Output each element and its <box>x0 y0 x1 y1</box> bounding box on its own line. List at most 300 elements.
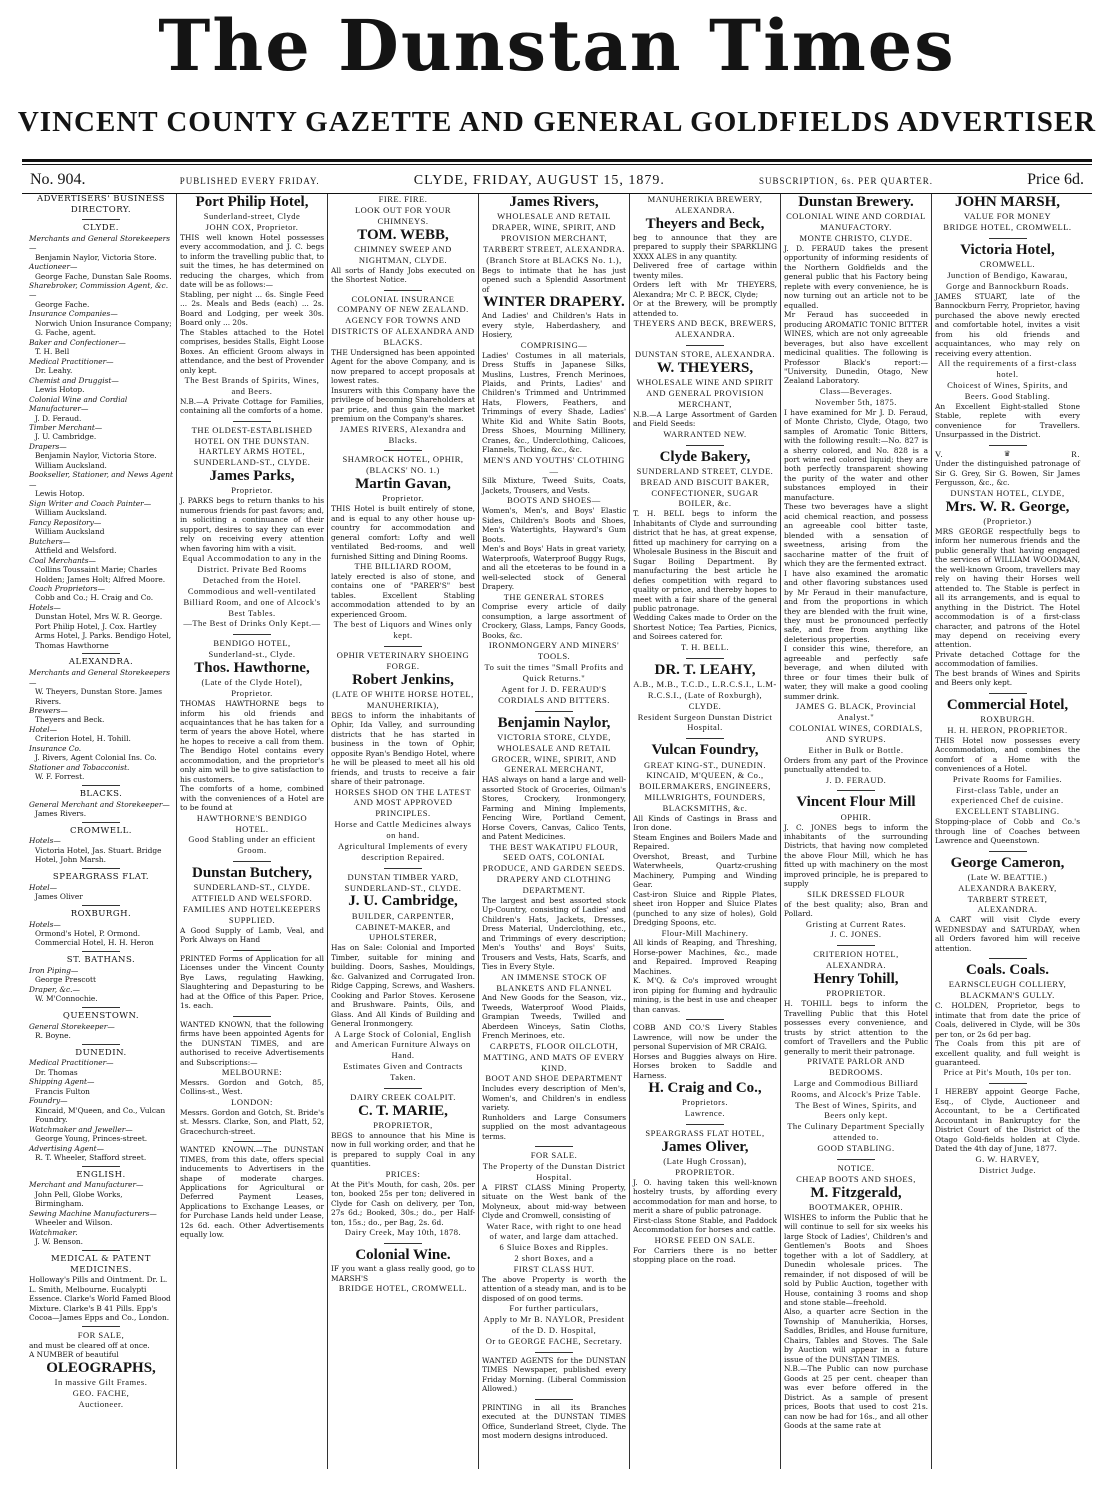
ad-heading: NOTICE. <box>837 1162 875 1173</box>
ad-body: At the Pit's Mouth, for cash, 20s. per ton, booked 25s per ton; delivered in Clyde for Cash on delivery, per Ton, 27s 6d.; Booked, 30s.; do., per Half-ton, 15s.; do., per Bag, 2s. 6d. <box>331 1179 475 1227</box>
ad-james-rivers <box>482 194 626 706</box>
divider <box>686 1124 724 1125</box>
directory-category: Brewers— <box>29 706 68 715</box>
ad-subtitle: CHEAP BOOTS AND SHOES, <box>796 1173 916 1184</box>
ad-body: Comprise every article of daily consumption, a large assortment of Crockery, Glass, Lamps, Fancy Goods, Books, &c. <box>482 602 626 640</box>
ad-body: beg to announce that they are prepared to supply their SPARKLING XXXX ALES in any quantity. <box>633 233 777 261</box>
ad-title: TOM. WEBB, <box>357 226 449 243</box>
directory-category: Watchmaker. <box>29 1227 78 1237</box>
ad-body: All sorts of Handy Jobs executed on the Shortest Notice. <box>331 265 475 285</box>
ad-body: Also, a quarter acre Section in the Township of Manuherikia, Horses, Saddles, Bridles, and House furniture, Chairs, Tables and Stoves. The Sale by Auction will appear in a future issue of the DUNSTAN TIMES. <box>784 1307 929 1364</box>
divider <box>233 1141 271 1142</box>
ad-title: Port Philip Hotel, <box>195 194 309 210</box>
divider <box>837 945 875 946</box>
column-6 <box>781 194 932 1469</box>
cipher-r: R. <box>1071 448 1080 459</box>
ad-title: Vulcan Foundry, <box>651 742 759 759</box>
directory-category: Hotels— <box>29 602 61 612</box>
directory-category: Auctioneer— <box>29 262 78 272</box>
ad-bendigo-hotel <box>180 638 324 856</box>
ad-subtitle: WHOLESALE AND RETAIL <box>497 742 611 753</box>
ad-body: The Stables attached to the Hotel comprises, besides Stalls, Eight Loose Boxes. An efficient Groom always in attendance, and the best of Provender only kept. <box>180 327 324 375</box>
ad-title: George Cameron, <box>950 854 1065 871</box>
directory-listing: Collins Toussaint Marie; Charles Holden; James Holt; Alfred Moore. <box>35 565 166 584</box>
directory-category: Fancy Repository— <box>29 517 102 527</box>
ad-signature: J. D. FERAUD. <box>825 774 887 785</box>
ad-subtitle: (LATE OF WHITE HORSE HOTEL, MANUHERIKIA), <box>332 689 474 710</box>
ad-heading: AN IMMENSE STOCK OF BLANKETS AND FLANNEL <box>496 971 612 993</box>
directory-category: Baker and Confectioner— <box>29 337 126 347</box>
directory-listing: W. F. Forrest. <box>35 772 85 782</box>
directory-entries-dunedin <box>29 1058 173 1162</box>
directory-category: General Storekeeper— <box>29 1021 115 1031</box>
crest-icon: ♛ <box>1003 448 1011 458</box>
ad-subtitle: GROCER, WINE, SPIRIT, AND GENERAL MERCHANT, <box>491 753 617 775</box>
directory-category: Sign Writer and Coach Painter— <box>29 498 152 508</box>
ad-body: THIS well known Hotel possesses every accommodation, and J. C. begs to inform the travelling public that, to suit the times, he has determined on reducing the charges, which from date will be as follows:— <box>180 233 324 290</box>
directory-listing: Theyers and Beck. <box>35 715 105 725</box>
directory-listing: James Rivers. <box>35 809 87 819</box>
divider <box>989 238 1027 239</box>
ad-subtitle: HARTLEY ARMS HOTEL, SUNDERLAND-ST., CLYDE. <box>193 446 311 468</box>
divider <box>837 1159 875 1160</box>
directory-category: Merchant and Manufacturer— <box>29 1180 144 1190</box>
ad-body: IF you want a glass really good, go to MARSH'S <box>331 1264 475 1283</box>
ad-heading: CARPETS, FLOOR OILCLOTH, MATTING, AND MATS OF EVERY KIND. <box>483 1040 625 1073</box>
ad-heading: MEN'S AND YOUTHS' CLOTHING— <box>483 454 625 476</box>
directory-category: Chemist and Druggist— <box>29 375 119 385</box>
ad-title: Colonial Wine. <box>355 1246 451 1263</box>
column-4 <box>479 194 630 1469</box>
ad-body: These two beverages have a slight acid chemical reaction, and possess an agreeable cool bitter taste, blended with a sensation of sweetness, arising from the saccharine matter of the fruit of which they are the fermented extract. <box>784 502 928 569</box>
ad-theyers-and-beck <box>633 194 777 340</box>
ad-for-sale-mining-property <box>482 1150 626 1347</box>
directory-listing: Benjamin Naylor, Victoria Store. William Aucksland. <box>35 451 157 470</box>
directory-entries-english <box>29 1180 173 1246</box>
ad-george-cameron <box>935 855 1080 954</box>
divider <box>535 711 573 712</box>
ad-signature: GEO. FACHE, <box>72 1387 130 1398</box>
ad-subtitle: BREAD AND BISCUIT BAKER, CONFECTIONER, SUGAR BOILER, &c. <box>640 476 770 509</box>
ad-body: 6 Sluice Boxes and Ripples. <box>499 1242 609 1253</box>
divider <box>686 1019 724 1020</box>
ad-proprietor: Proprietors. <box>682 1097 728 1108</box>
ad-body: —The Best of Drinks Only Kept.— <box>183 618 321 629</box>
directory-listing: Dr. Leahy. <box>35 366 73 376</box>
ad-body: WANTED KNOWN.—The DUNSTAN TIMES, from this date, offers special inducements to Advertisers in the shape of moderate charges. Applications for Agricultural or Deferred Payment Leases, Applications to Exchange Leases, or for Purchase Lands held under Lease, 12s 6d. each. Other Advertisements equally low. <box>180 1145 324 1240</box>
ad-heading: MANUHERIKIA BREWERY, ALEXANDRA. <box>647 194 763 215</box>
directory-entries-queenstown <box>29 1022 173 1041</box>
ad-body: Resident Surgeon Dunstan District Hospital. <box>637 711 773 733</box>
subscription-note: SUBSCRIPTION, 6s. PER QUARTER. <box>758 176 933 186</box>
rule-top-thin <box>22 164 1092 165</box>
ad-body: GOOD STABLING. <box>817 1143 895 1154</box>
directory-category: Shipping Agent— <box>29 1077 95 1087</box>
directory-listing: Ormond's Hotel, P. Ormond. Commercial Hotel, H. H. Heron <box>35 929 154 948</box>
ad-body: PRINTING in all its Branches executed at the DUNSTAN TIMES Office, Sunderland Street, Clyde. The most modern designs introduced. <box>482 1402 626 1441</box>
ad-robert-jenkins <box>331 650 475 863</box>
ad-subtitle: WHOLESALE AND RETAIL DRAPER, WINE, SPIRIT, AND PROVISION MERCHANT, <box>491 211 617 243</box>
directory-town: BLACKS. <box>79 788 123 799</box>
medical-heading: MEDICAL & PATENT MEDICINES. <box>51 1253 151 1275</box>
ad-subtitle: GREAT KING-ST., DUNEDIN. <box>644 759 766 770</box>
directory-town: ENGLISH. <box>76 1169 126 1180</box>
ad-body: For further particulars, <box>509 1303 599 1314</box>
ad-heading: COLONIAL WINES, CORDIALS, AND SYRUPS. <box>789 722 923 744</box>
ad-body: First-class Table, under an experienced Chef de cuisine. <box>951 784 1064 806</box>
directory-heading: ADVERTISERS' BUSINESS DIRECTORY. <box>37 194 165 215</box>
directory-listing: George Prescott <box>35 975 96 985</box>
ad-body: Agent for J. D. FERAUD'S CORDIALS AND BITTERS. <box>498 683 610 705</box>
directory-listing: James Oliver <box>35 892 83 902</box>
ad-note: N.B.—A Private Cottage for Families, containing all the comforts of a home. <box>180 396 324 416</box>
ad-clyde-bakery <box>633 449 777 653</box>
divider <box>233 861 271 862</box>
directory-listing: Kincaid, M'Queen, and Co., Vulcan Foundry. <box>35 1105 166 1125</box>
ad-body: WISHES to inform the Public that he will continue to sell for six weeks his large Stock of Ladies', Children's and Gentlemen's Boots and Shoes together with a lot of Saddlery, at Dunedin wholesale prices. The remainder, if not disposed of will be sold by Public Auction, together with House, containing 3 rooms and shop and stone stable—freehold. <box>784 1212 928 1307</box>
ad-subtitle: (Late Hugh Crossan), <box>663 1156 747 1167</box>
ad-body: Has on Sale: Colonial and Imported Timber, suitable for mining and building. Doors, Sashes, Mouldings, &c. Galvanized and Corrugated Iron. Ridge Capping, Screws, and Washers. Cooking and Parlor Stoves. Kerosene and Brushware. Paints, Oils, and Glass. And All Kinds of Building and General Ironmongery. <box>331 943 475 1029</box>
ad-heading: FOR SALE, <box>77 1329 125 1340</box>
divider <box>233 1016 271 1017</box>
ad-body: BEGS to inform the inhabitants of Ophir, Ida Valley, and surrounding districts that he has started in business in the town of Ophir, opposite Ryan's Bendigo Hotel, where he will be pleased to meet all his old friends, and trusts to receive a fair share of their patronage. <box>331 710 475 787</box>
ad-body: All Kinds of Castings in Brass and Iron done. <box>633 813 777 833</box>
ad-signature: BRIDGE HOTEL, CROMWELL. <box>338 1283 468 1294</box>
divider <box>82 951 120 952</box>
ad-body: Silk Mixture, Tweed Suits, Coats, Jackets, Trousers, and Vests. <box>482 476 626 495</box>
directory-listing: J. Rivers, Agent Colonial Ins. Co. <box>35 753 157 763</box>
ad-heading: CRITERION HOTEL, <box>813 949 899 960</box>
ad-body: Horses and Buggies always on Hire. Horses broken to Saddle and Harness. <box>633 1051 777 1080</box>
ad-subtitle: (Branch Store at BLACKS No. 1.), <box>486 254 622 265</box>
ad-heading: DUNSTAN TIMBER YARD, SUNDERLAND-ST., CLYDE. <box>344 871 462 893</box>
ad-body: Under the distinguished patronage of Sir G. Grey, Sir G. Bowen, Sir James Fergusson, &c., &c. <box>935 459 1080 488</box>
ad-title: DR. T. LEAHY, <box>654 661 756 678</box>
ad-title: Clyde Bakery, <box>659 448 751 465</box>
ad-body: To suit the times "Small Profits and Quick Returns." <box>484 662 624 683</box>
ad-heading: PRICES: <box>385 1168 421 1179</box>
ad-oleographs <box>29 1330 173 1410</box>
ad-vulcan-foundry <box>633 742 777 1014</box>
dateline <box>30 171 1084 189</box>
directory-listing: George Fache, Dunstan Sale Rooms. <box>35 271 172 281</box>
ad-title: JOHN MARSH, <box>955 194 1060 210</box>
ad-wanted-known-agents <box>180 1020 324 1136</box>
medical-list: Holloway's Pills and Ointment. Dr. L. L. Smith, Melbourne. Eucalypti Essence. Clarke's World Famed Blood Mixture. Clarke's B 41 Pills. Epp's Cocoa—James Epps and Co., London. <box>29 1275 171 1323</box>
divider <box>233 950 271 951</box>
directory-category: Watchmaker and Jeweller— <box>29 1124 133 1134</box>
ad-body: A CART will visit Clyde every WEDNESDAY and SATURDAY, when all Orders favored him will receive attention. <box>935 915 1080 953</box>
ad-subtitle: KINCAID, M'QUEEN, & Co., BOILERMAKERS, ENGINEERS, MILLWRIGHTS, FOUNDERS, BLACKSMITHS, &c. <box>639 770 771 814</box>
ad-dunstan-butchery <box>180 865 324 945</box>
directory-entries-speargrass <box>29 883 173 902</box>
ad-james-oliver <box>633 1128 777 1265</box>
ad-proprietor: Proprietor. <box>382 493 424 504</box>
ad-body: Or at the Brewery, will be promptly attended to. <box>633 299 777 318</box>
ad-printed-forms <box>180 954 324 1011</box>
divider <box>535 1399 573 1400</box>
ad-heading: BOOTS AND SHOES— <box>507 495 601 506</box>
ad-j-u-cambridge <box>331 872 475 1083</box>
ad-title: OLEOGRAPHS, <box>46 1359 156 1376</box>
ad-body: THIS Hotel now possesses every Accommodation, and combines the comfort of a Home with the conveniences of a Hotel. <box>935 735 1080 774</box>
ad-body: Orders left with Mr THEYERS, Alexandra; Mr C. P. BECK, Clyde; <box>633 280 777 299</box>
ad-proprietor: PROPRIETOR, <box>373 1120 433 1131</box>
ad-wanted-known-rates <box>180 1145 324 1240</box>
directory-listing: John Pell, Globe Works, Birmingham. <box>35 1189 123 1209</box>
ad-body: The best of Liquors and Wines only kept. <box>333 619 473 641</box>
ad-proprietor: Proprietor. <box>231 485 273 496</box>
ad-subtitle: (Late of the Clyde Hotel), <box>201 677 303 688</box>
ad-coals <box>935 962 1080 1078</box>
ad-body: Agricultural Implements of every description Repaired. <box>337 840 468 862</box>
directory-category: Colonial Wine and Cordial Manufacturer— <box>29 394 128 414</box>
ad-wanted-agents <box>482 1356 626 1394</box>
ad-title: W. THEYERS, <box>656 359 754 376</box>
ad-subtitle: ROXBURGH. <box>980 714 1035 725</box>
ad-date: November 5th, 1875. <box>815 396 897 407</box>
divider <box>82 1326 120 1327</box>
ad-title: Vincent Flour Mill <box>796 794 916 811</box>
ad-subtitle: BUILDER, CARPENTER, CABINET-MAKER, and UPHOLSTERER, <box>351 910 455 943</box>
ad-body: Good Stabling under an efficient Groom. <box>188 834 316 856</box>
directory-category: Drapers— <box>29 441 67 451</box>
ad-body: THOMAS HAWTHORNE begs to inform his old friends and acquaintances that he has taken for a term of years the above Hotel, where he hopes to receive a call from them. The Bendigo Hotel contains every accommodation, and the proprietor's only aim will be to give satisfaction to his customers. <box>180 699 324 784</box>
directory-category: Hotel— <box>29 724 57 734</box>
ad-body: HAS always on hand a large and well-assorted Stock of Groceries, Oilman's Stores, Crockery, Ironmongery, Farming and Mining Implements, Fencing Wire, Portland Cement, Horse Covers, Canvas, Calico Tents, and Patent Medicines. <box>482 775 626 842</box>
directory-listing: George Fache. <box>35 299 90 309</box>
ad-body: WANTED KNOWN, that the following firms have been appointed Agents for the DUNSTAN TIMES, and are authorised to receive Advertisements and Subscriptions:— <box>180 1019 324 1067</box>
ad-heading: THE BEST WAKATIPU FLOUR, SEED OATS, COLONIAL PRODUCE, AND GARDEN SEEDS. <box>482 841 626 874</box>
directory-listing: W. Theyers, Dunstan Store. James Rivers. <box>35 687 162 706</box>
directory-entries-cromwell <box>29 836 173 864</box>
ad-heading: Flour-Mill Machinery. <box>661 927 749 938</box>
ad-body: Private detached Cottage for the accommodation of families. <box>935 649 1080 669</box>
directory-category: Merchants and General Storekeepers— <box>29 668 171 687</box>
ad-proprietor: Proprietor. <box>231 688 273 699</box>
directory-listing: Lewis Hotop. <box>35 489 85 499</box>
ad-body: MRS GEORGE respectfully begs to inform her numerous friends and the public generally that having engaged the services of WILLIAM WOODMAN, the well-known Groom, travellers may rely on having their Horses well attended to. The Stable is perfect in all its arrangements, and is equal to anything in the District. The Hotel accommodation is of a first-class character, and patrons of the Hotel may depend on receiving every attention. <box>935 526 1080 650</box>
ad-body: T. H. BELL begs to inform the Inhabitants of Clyde and surrounding district that he has, at great expense, fitted up machinery for carrying on a Wholesale Business in the Biscuit and Sugar Boiling Department. By manufacturing the best article he defies competition with regard to quality or price, and thereby hopes to meet with a fair share of the general public patronage. <box>633 509 777 613</box>
divider <box>384 1243 422 1244</box>
ad-body: First-class Stone Stable, and Paddock Accommodation for horses and cattle. <box>633 1215 777 1235</box>
ad-body: Runholders and Large Consumers supplied on the most advantageous terms. <box>482 1112 626 1141</box>
ad-signature: JAMES G. BLACK, Provincial Analyst." <box>795 701 917 723</box>
divider <box>384 290 422 291</box>
directory-entries-st-bathans <box>29 966 173 1004</box>
ad-heading: FIRST CLASS HUT. <box>513 1264 595 1275</box>
directory-category: Medical Practitioner— <box>29 1058 114 1068</box>
ad-body: of the best quality; also, Bran and Pollard. <box>784 899 928 919</box>
ad-title: Benjamin Naylor, <box>497 714 611 731</box>
ad-body: Price at Pit's Mouth, 10s per ton. <box>943 1067 1072 1078</box>
divider <box>686 445 724 446</box>
directory-town: ST. BATHANS. <box>66 954 136 965</box>
masthead-title: The Dunstan Times <box>158 4 956 87</box>
ad-subtitle: OPHIR. <box>840 811 872 822</box>
ad-signature: Or to GEORGE FACHE, Secretary. <box>485 1335 623 1346</box>
ad-m-fitzgerald <box>784 1163 928 1431</box>
ad-subtitle: ALEXANDRA BAKERY, <box>958 882 1057 893</box>
ad-body: EXCELLENT STABLING. <box>955 806 1060 817</box>
directory-category: Hotels— <box>29 836 61 846</box>
ad-title: James Rivers, <box>509 194 599 210</box>
directory-category: Sharebroker, Commission Agent, &c.— <box>29 280 169 300</box>
ad-signature-role: District Judge. <box>978 1164 1037 1175</box>
ad-body: Stopping-place of Cobb and Co.'s through line of Coaches between Lawrence and Queenstown. <box>935 817 1080 846</box>
ad-heading: OPHIR VETERINARY SHOEING FORGE. <box>336 650 470 671</box>
ad-body: Horse and Cattle Medicines always on hand. <box>334 819 472 841</box>
ad-body: PRINTED Forms of Application for all Licenses under the Vincent County Bye Laws, regulating Hawking, Slaughtering and Depasturing to be had at the Office of this Paper. Price, 1s. each. <box>180 953 324 1011</box>
rule-top <box>22 159 1092 162</box>
ad-signature: Lawrence. <box>684 1108 726 1119</box>
directory-listing: William Aucksland. <box>35 508 107 518</box>
ad-subtitle: CHIMNEY SWEEP AND NIGHTMAN, CLYDE. <box>354 243 452 265</box>
ad-title: Commercial Hotel, <box>946 696 1069 713</box>
directory-category: Hotel— <box>29 882 57 892</box>
ad-date: Dairy Creek, May 10th, 1878. <box>344 1227 462 1238</box>
ad-subtitle: TARBERT STREET, <box>967 893 1048 904</box>
ad-benjamin-naylor <box>482 715 626 1142</box>
directory-town: ALEXANDRA. <box>68 657 134 668</box>
divider <box>82 785 120 786</box>
ad-body: Large and Commodious Billiard Rooms, and Alcock's Prize Table. <box>790 1077 922 1099</box>
directory-listing: Cobb and Co.; H. Craig and Co. <box>35 593 154 603</box>
ad-body: Ladies' Costumes in all materials, Dress Stuffs in Japanese Silks, Muslins, Lustres, French Merinoes, Plaids, and Prints, Ladies' and Children's Trimmed and Untrimmed Hats, Flowers, Feathers, and Trimmings of every Shade, Ladies' White Kid and White Satin Boots, Dress Shoes, Mourning Millinery, Cranes, &c., Underclothing, Calicoes, Flannels, Ticking, &c., &c. <box>482 350 626 455</box>
ad-body: Private Rooms for Families. <box>952 773 1063 784</box>
royal-cipher <box>935 449 1080 460</box>
directory-category: Merchants and General Storekeepers— <box>29 233 171 253</box>
ad-body: WANTED AGENTS for the DUNSTAN TIMES Newspaper, published every Friday Morning. (Liberal Commission Allowed.) <box>482 1355 626 1394</box>
divider <box>82 1250 120 1251</box>
divider <box>686 658 724 659</box>
ad-body: THE Undersigned has been appointed Agent for the above Company, and is now prepared to accept proposals at lowest rates. <box>331 347 475 386</box>
ad-port-philip-hotel <box>180 194 324 416</box>
ad-body: A FIRST CLASS Mining Property, situate on the West bank of the Molyneux, about mid-way between Clyde and Cromwell, consisting of <box>482 1182 626 1221</box>
directory-listing: R. T. Wheeler, Stafford street. <box>35 1153 147 1163</box>
directory-category: General Merchant and Storekeeper— <box>29 799 170 809</box>
divider <box>82 653 120 654</box>
ad-body: I consider this wine, therefore, an agreeable and perfectly safe beverage, and when diluted with three or four times their bulk of water, they will make a good cooling summer drink. <box>784 644 928 701</box>
divider <box>989 693 1027 694</box>
ad-title: WINTER DRAPERY. <box>483 294 625 311</box>
ad-heading: COLONIAL INSURANCE COMPANY OF NEW ZEALAND. <box>337 293 469 315</box>
ad-body: The comforts of a home, combined with the conveniences of a Hotel are to be found at <box>180 784 324 813</box>
ad-subtitle: FAMILIES AND HOTELKEEPERS SUPPLIED. <box>183 904 321 926</box>
ad-heading: DUNSTAN HOTEL, CLYDE, <box>950 487 1065 498</box>
ad-subtitle: Sunderland-st., Clyde. <box>208 649 296 660</box>
divider <box>233 634 271 635</box>
ad-body: In massive Gilt Frames. <box>54 1376 148 1387</box>
ad-dr-leahy <box>633 662 777 734</box>
ad-heading: THE OLDEST-ESTABLISHED HOTEL ON THE DUNSTAN. <box>191 424 313 446</box>
ad-heading: SPEARGRASS FLAT HOTEL, <box>645 1128 765 1139</box>
ad-body: Begs to intimate that he has just opened such a Splendid Assortment of <box>482 265 626 294</box>
divider <box>535 1352 573 1353</box>
column-3 <box>328 194 479 1469</box>
directory-listing: Victoria Hotel, Jas. Stuart. Bridge Hotel, John Marsh. <box>35 845 162 865</box>
directory-entries-roxburgh <box>29 920 173 948</box>
ad-body: Estimates Given and Contracts Taken. <box>343 1061 463 1083</box>
ad-proprietor: PROPRIETOR. <box>675 1167 735 1178</box>
ad-body: An Excellent Eight-stalled Stone Stable, replete with every convenience for Travellers. Unsurpassed in the District. <box>935 401 1080 440</box>
ad-body: J. C. JONES begs to inform the inhabitants of the surrounding Districts, that having now completed the above Flour Mill, which he has fitted up with machinery on the most improved principle, he is prepared to supply <box>784 822 928 889</box>
ad-colonial-insurance <box>331 294 475 446</box>
ad-harvey-notice <box>935 1087 1080 1175</box>
ad-body: COBB AND CO.'S Livery Stables Lawrence, will now be under the personal Supervision of MR CRAIG. <box>633 1023 777 1052</box>
directory-category: Insurance Companies— <box>29 309 118 319</box>
ad-proprietor: H. H. HERON, PROPRIETOR. <box>947 724 1068 735</box>
ad-body: A Good Supply of Lamb, Veal, and Pork Always on Hand <box>180 925 324 945</box>
ad-subtitle: AGENCY FOR TOWNS AND DISTRICTS OF ALEXANDRA AND BLACKS. <box>331 315 475 348</box>
ad-subtitle: BOOTMAKER, OPHIR. <box>808 1201 904 1212</box>
ad-body: HORSE FEED ON SALE. <box>654 1234 756 1245</box>
columns <box>26 194 1088 1469</box>
ad-body: I have also examined the aromatic and other flavoring substances used by Mr Feraud in their manufacture, and from the proportions in which they are blended with the fruit wine, they must be pronounced perfectly safe, and free from anything like deleterious properties. <box>784 568 928 644</box>
directory-listing: William Aucksland <box>35 527 105 537</box>
ad-body: lately erected is also of stone, and contains one of "PARER'S" best tables. Excellent Stabling accommodation attended to by an experienced Groom. <box>331 572 475 619</box>
ad-body: Men's and Boys' Hats in great variety, Waterproofs, Waterproof Buggy Rugs, and all the etceteras to be found in a well-selected stock of General Drapery. <box>482 544 626 592</box>
ad-signature-role: Auctioneer. <box>78 1398 124 1409</box>
ad-body: Orders from any part of the Province punctually attended to. <box>784 755 928 775</box>
directory-category: Timber Merchant— <box>29 423 103 432</box>
column-2 <box>177 194 328 1469</box>
ad-signature: G. W. HARVEY, <box>975 1153 1040 1164</box>
ad-body: Choicest of Wines, Spirits, and Beers. Good Stabling. <box>947 379 1068 401</box>
divider <box>989 1083 1027 1084</box>
ad-body: Class—Beverages. <box>819 385 893 396</box>
ad-heading: LONDON: <box>231 1096 273 1107</box>
ad-heading: BOOT AND SHOE DEPARTMENT <box>485 1073 623 1084</box>
ad-heading: FOR SALE. <box>530 1150 578 1161</box>
ad-heading: COMPRISING— <box>520 339 588 350</box>
ad-body: All the requirements of a first-class hotel. <box>938 358 1077 380</box>
directory-category: Iron Piping— <box>29 965 79 975</box>
ad-body: Insurers with this Company have the privilege of becoming Shareholders at par price, and thus gain the market premium on the Company's shares. <box>331 385 475 424</box>
divider <box>82 822 120 823</box>
ad-signature: THEYERS AND BECK, BREWERS, ALEXANDRA. <box>633 318 777 340</box>
ad-hartley-arms <box>180 425 324 630</box>
divider <box>82 1044 120 1045</box>
ad-title: J. U. Cambridge, <box>348 893 458 910</box>
directory-category: Foundry— <box>29 1096 68 1106</box>
ad-subtitle: VALUE FOR MONEY <box>963 211 1052 222</box>
ad-body: Women's, Men's, and Boys' Elastic Sides, Children's Boots and Shoes, Men's Watertights, Hayward's Gum Boots. <box>482 506 626 544</box>
ad-signature: T. H. BELL. <box>680 641 730 652</box>
directory-category: Advertising Agent— <box>29 1143 105 1153</box>
ad-body: A NUMBER of beautiful <box>29 1350 119 1360</box>
ad-subtitle: SUNDERLAND-ST., CLYDE. <box>193 882 311 893</box>
ad-heading: BENDIGO HOTEL, <box>213 638 291 649</box>
divider <box>535 1146 573 1147</box>
ad-title: Thos. Hawthorne, <box>194 660 310 677</box>
ad-shamrock-hotel <box>331 454 475 641</box>
divider <box>686 345 724 346</box>
ad-signature: J. C. JONES. <box>830 929 882 940</box>
ad-body: Steam Engines and Boilers Made and Repaired. <box>633 832 777 852</box>
ad-heading: IRONMONGERY AND MINERS' TOOLS. <box>488 640 620 662</box>
ad-title: Dunstan Butchery, <box>191 865 313 882</box>
ad-subtitle: The Property of the Dunstan District Hospital. <box>482 1160 626 1182</box>
directory-town: SPEARGRASS FLAT. <box>52 871 150 882</box>
directory-listing: Lewis Hotop. <box>35 385 85 395</box>
directory-listing: George Young, Princes-street. <box>35 1134 148 1144</box>
ad-body: PRIVATE PARLOR AND BEDROOMS. <box>807 1056 905 1077</box>
cipher-v: V. <box>935 448 944 459</box>
ad-title: C. T. MARIE, <box>358 1102 448 1119</box>
ad-body: Junction of Bendigo, Kawarau, Gorge and Bannockburn Roads. <box>946 270 1069 291</box>
directory-town: CROMWELL. <box>69 825 132 836</box>
